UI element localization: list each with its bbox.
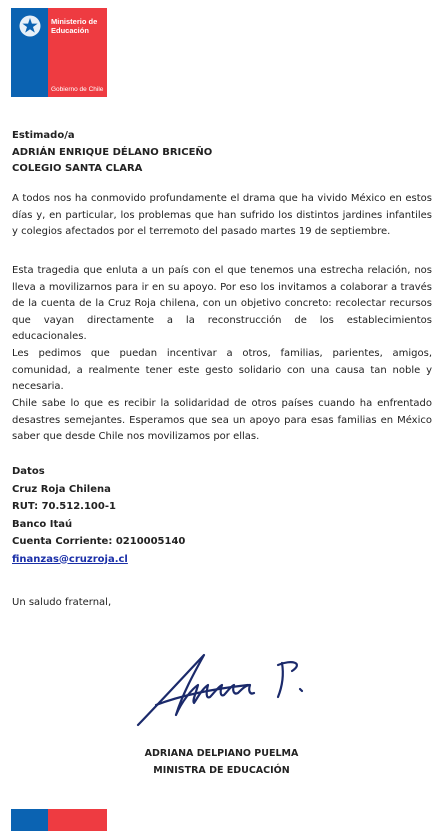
signer-block: [0, 745, 443, 779]
footer-blue-band: [11, 809, 48, 831]
ministry-line1: Ministerio de: [51, 17, 98, 26]
recipient-school: COLEGIO SANTA CLARA: [12, 163, 143, 174]
salutation: Estimado/a: [12, 130, 75, 141]
recipient-name: ADRIÁN ENRIQUE DÉLANO BRICEÑO: [12, 146, 213, 158]
footer-brand-bar: [11, 809, 107, 831]
bank-name: Banco Itaú: [12, 518, 73, 530]
donation-details: [12, 463, 185, 568]
email-link[interactable]: finanzas@cruzroja.cl: [12, 553, 128, 565]
paragraph-3: Les pedimos que puedan incentivar a otros, familias, parientes, amigos, comunidad, a realmente tener este gesto solidario con una causa tan noble y necesaria.: [12, 348, 432, 392]
closing-line: Un saludo fraternal,: [12, 597, 112, 608]
signer-title: MINISTRA DE EDUCACIÓN: [153, 765, 290, 776]
paragraph-1: A todos nos ha conmovido profundamente el drama que ha vivido México en estos días y, en particular, los problemas que han sufrido los distintos jardines infantiles y colegios afectados por el terremoto del pasado martes 19 de septiembre.: [12, 193, 432, 237]
account-number: Cuenta Corriente: 0210005140: [12, 536, 186, 547]
rut-number: RUT: 70.512.100-1: [12, 501, 116, 512]
signer-name: ADRIANA DELPIANO PUELMA: [144, 748, 299, 759]
org-name: Cruz Roja Chilena: [12, 483, 111, 495]
paragraph-2: Esta tragedia que enluta a un país con el que tenemos una estrecha relación, nos lleva a movilizarnos para ir en su apoyo. Por eso los invitamos a colaborar a través de la cuenta de la Cruz Roja chilena, con un objetivo concreto: recolectar recursos que vayan directamente a la reconstrucción de los establecimientos educacionales.: [12, 265, 432, 342]
paragraph-4: Chile sabe lo que es recibir la solidaridad de otros países cuando ha enfrentado desastres semejantes. Esperamos que sea un apoyo para esas familias en México saber que desde Chile nos movilizamos por ellas.: [12, 398, 432, 442]
ministry-name: [51, 17, 97, 35]
government-label: Gobierno de Chile: [51, 86, 104, 93]
chile-coat-of-arms-icon: [18, 14, 42, 38]
greeting-block: [12, 128, 212, 178]
footer-red-band: [48, 809, 107, 831]
datos-title: Datos: [12, 466, 45, 477]
handwritten-signature: [132, 645, 312, 735]
ministry-line2: Educación: [51, 26, 89, 35]
ministry-logo: [11, 8, 107, 97]
